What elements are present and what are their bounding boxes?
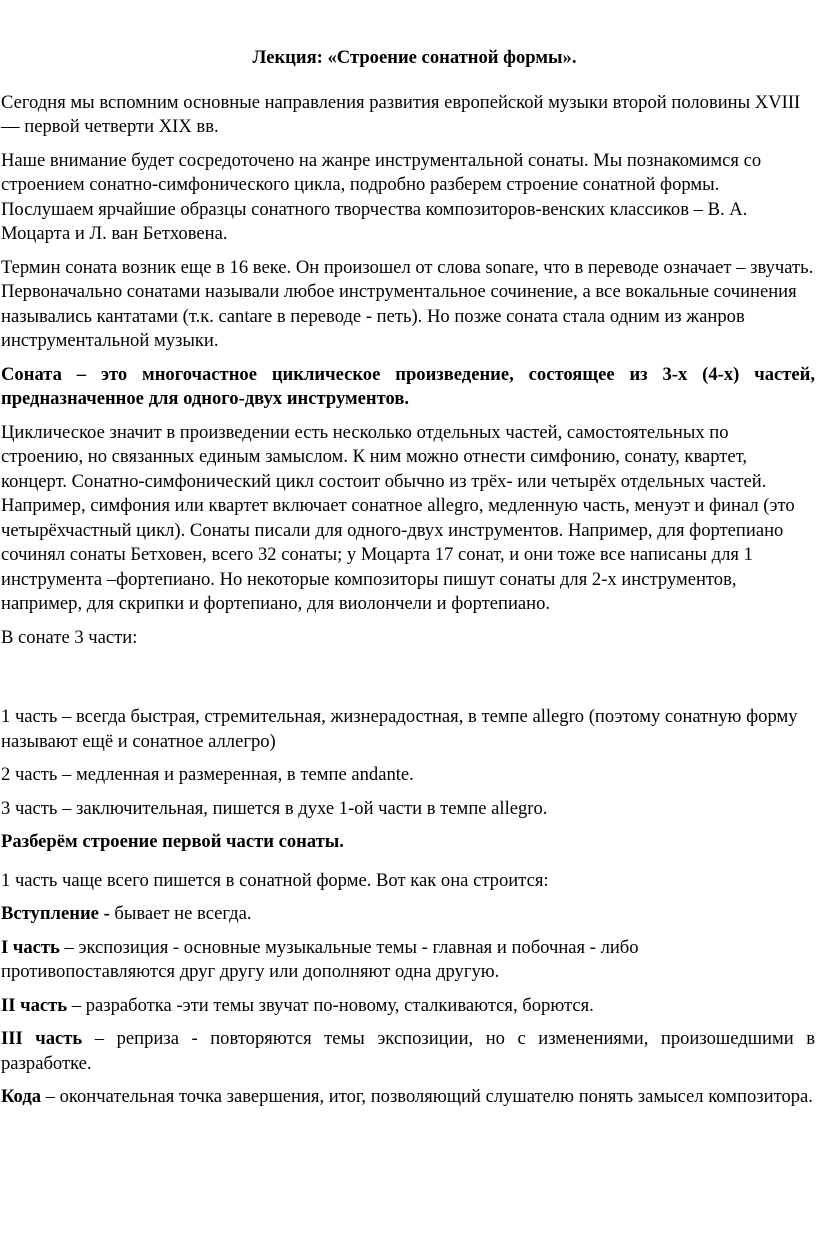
development-section xyxy=(1,994,815,1019)
recapitulation-term: III часть xyxy=(1,1028,83,1049)
cycle-paragraph: Циклическое значит в произведении есть несколько отдельных частей, самостоятельных по строению, но связанных единым замыслом. К ним можно отнести симфонию, сонату, квартет, концерт. Сонатно-симфонический цикл состоит обычно из трёх- или четырёх отдельных частей. Например, симфония или квартет включает сонатное allegro, медленную часть, менуэт и финал (это четырёхчастный цикл). Сонаты писали для одного-двух инструментов. Например, для фортепиано сочинял сонаты Бетховен, всего 32 сонаты; у Моцарта 17 сонат, и они тоже все написаны для 1 инструмента –фортепиано. Но некоторые композиторы пишут сонаты для 2-х инструментов, например, для скрипки и фортепиано, для виолончели и фортепиано. xyxy=(1,421,795,614)
part-1-description: 1 часть – всегда быстрая, стремительная, жизнерадостная, в темпе allegro (поэтому сонатную форму называют ещё и сонатное аллегро) xyxy=(1,706,798,752)
introduction-term: Вступление - xyxy=(1,903,110,924)
structure-heading: Разберём строение первой части сонаты. xyxy=(1,831,344,852)
coda-section xyxy=(1,1085,815,1110)
focus-paragraph: Наше внимание будет сосредоточено на жанре инструментальной сонаты. Мы познакомимся со строением сонатно-симфонического цикла, подробно разберем строение сонатной формы. Послушаем ярчайшие образцы сонатного творчества композиторов-венских классиков – В. А. Моцарта и Л. ван Бетховена. xyxy=(1,149,762,244)
exposition-text: – экспозиция - основные музыкальные темы - главная и побочная - либо противопоставляются друг другу или дополняют одна другую. xyxy=(1,936,639,982)
exposition-section xyxy=(1,936,815,985)
part-2-description: 2 часть – медленная и размеренная, в темпе andante. xyxy=(1,764,414,785)
coda-text: – окончательная точка завершения, итог, позволяющий слушателю понять замысел композитора. xyxy=(41,1086,813,1107)
intro-paragraph: Сегодня мы вспомним основные направления развития европейской музыки второй половины XVIII — первой четверти XIX вв. xyxy=(1,91,801,137)
sonata-definition: Соната – это многочастное циклическое произведение, состоящее из 3-х (4-х) частей, предназначенное для одного-двух инструментов. xyxy=(1,363,815,409)
recapitulation-section xyxy=(1,1027,815,1076)
page-title: Лекция: «Строение сонатной формы». xyxy=(252,47,577,68)
structure-intro: 1 часть чаще всего пишется в сонатной форме. Вот как она строится: xyxy=(1,869,549,891)
development-term: II часть xyxy=(1,994,68,1016)
introduction-text: бывает не всегда. xyxy=(109,903,252,924)
parts-intro: В сонате 3 части: xyxy=(1,626,138,648)
development-text: – разработка -эти темы звучат по-новому, сталкиваются, борются. xyxy=(67,994,594,1016)
blank-space xyxy=(1,659,816,705)
term-paragraph: Термин соната возник еще в 16 веке. Он произошел от слова sonare, что в переводе означает – звучать. Первоначально сонатами называли любое инструментальное сочинение, а все вокальные сочинения назывались кантатами (т.к. cantare в переводе - петь). Но позже соната стала одним из жанров инструментальной музыки. xyxy=(1,256,814,351)
introduction-section xyxy=(1,902,815,927)
recapitulation-text: – реприза - повторяются темы экспозиции, но с изменениями, произошедшими в разработке. xyxy=(1,1028,815,1074)
coda-term: Кода xyxy=(1,1086,42,1107)
part-3-description: 3 часть – заключительная, пишется в духе 1-ой части в темпе allegro. xyxy=(1,797,548,819)
exposition-term: I часть xyxy=(1,936,60,958)
